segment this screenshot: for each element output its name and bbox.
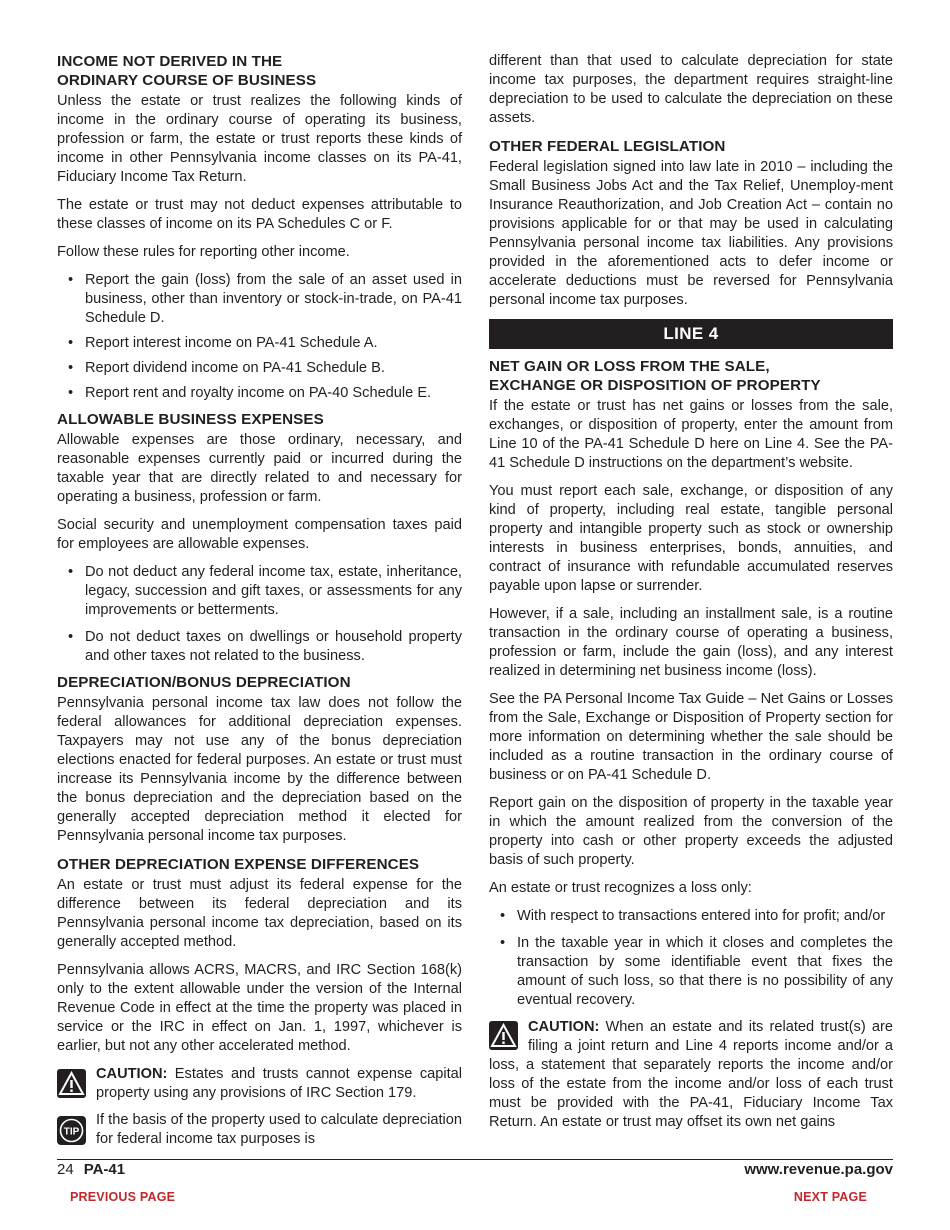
list-item: • Report rent and royalty income on PA-40 Schedule E. <box>68 385 432 401</box>
paragraph-federal-legislation: Federal legislation signed into law late in 2010 – including the Small Business Jobs Act and the Tax Relief, Unemploy-ment Insurance Reauthorization, and Job Creation Act – contain no provisions applicable for or that may be used in calculating Pennsylvania personal income tax liabilities. Any provisions provided in the aforementioned acts to defer income or accelerate deductions must be reversed for Pennsylvania personal income tax purposes. <box>489 159 893 308</box>
paragraph-follow-rules: Follow these rules for reporting other income. <box>57 244 350 260</box>
paragraph-other-depreciation: An estate or trust must adjust its federal expense for the difference between its federal depreciation and its Pennsylvania personal income tax depreciation, based on its generally accepted method. <box>57 877 462 950</box>
previous-page-link[interactable]: PREVIOUS PAGE <box>70 1190 176 1204</box>
paragraph-income: Unless the estate or trust realizes the following kinds of income in the ordinary course of operating its business, profession or farm, the estate or trust reports these kinds of income in other Pennsylvania income classes on its PA-41, Fiduciary Income Tax Return. <box>57 93 462 185</box>
caution-icon <box>57 1069 86 1098</box>
heading-depreciation: DEPRECIATION/BONUS DEPRECIATION <box>57 674 351 691</box>
paragraph-loss: An estate or trust recognizes a loss only: <box>489 880 752 896</box>
right-column <box>489 52 893 1141</box>
heading-allowable-expenses: ALLOWABLE BUSINESS EXPENSES <box>57 411 324 428</box>
paragraph-however: However, if a sale, including an installment sale, is a routine transaction in the ordinary course of operating a business, profession or farm, include the gain (loss), and any interest realized in determining net business income (loss). <box>489 606 893 679</box>
paragraph-continued: different than that used to calculate depreciation for state income tax purposes, the department requires straight-line depreciation to be used to calculate the depreciation on these assets. <box>489 53 893 126</box>
caution-note-left: CAUTION: Estates and trusts cannot expense capital property using any provisions of IRC Section 179. <box>57 1065 462 1103</box>
footer-website: www.revenue.pa.gov <box>744 1161 893 1178</box>
paragraph-social-security: Social security and unemployment compensation taxes paid for employees are allowable expenses. <box>57 517 462 552</box>
footer-page-info <box>57 1161 125 1179</box>
caution-icon <box>489 1021 518 1050</box>
footer-divider <box>57 1159 893 1160</box>
paragraph-report-sales: You must report each sale, exchange, or disposition of any kind of property, including real estate, tangible personal property and intangible property such as stock or ownership interests in business enterprises, bonds, annuities, and contract of insurance with refundable accumulated reserves payable upon lapse or surrender. <box>489 483 893 594</box>
list-item: • Do not deduct any federal income tax, estate, inheritance, legacy, succession and gift taxes, or assessments for any improvements or betterments. <box>68 564 462 618</box>
list-item: • Report the gain (loss) from the sale of an asset used in business, other than inventory or stock-in-trade, on PA-41 Schedule D. <box>68 272 462 326</box>
list-item: • Report interest income on PA-41 Schedule A. <box>68 335 378 351</box>
heading-income-not-derived: INCOME NOT DERIVED IN THE ORDINARY COURSE OF BUSINESS <box>57 53 317 89</box>
paragraph-see-guide: See the PA Personal Income Tax Guide – Net Gains or Losses from the Sale, Exchange or Disposition of Property section for more information on determining whether the sale should be included as a routine transaction in the ordinary course of business or on PA-41 Schedule D. <box>489 691 893 783</box>
heading-net-gain: NET GAIN OR LOSS FROM THE SALE, EXCHANGE OR DISPOSITION OF PROPERTY <box>489 358 821 394</box>
list-item: • Do not deduct taxes on dwellings or household property and other taxes not related to the business. <box>68 629 462 664</box>
paragraph-allowable: Allowable expenses are those ordinary, necessary, and reasonable expenses currently paid or incurred during the taxable year that are directly related to and necessary for operating a business, profession or farm. <box>57 432 462 505</box>
next-page-link[interactable]: NEXT PAGE <box>793 1190 867 1204</box>
paragraph-report-gain: Report gain on the disposition of property in the taxable year in which the amount realized from the conversion of the property into cash or other property exceeds the adjusted basis of such property. <box>489 795 893 868</box>
tip-icon <box>57 1116 86 1145</box>
svg-text:TIP: TIP <box>63 1126 80 1138</box>
list-item: • Report dividend income on PA-41 Schedule B. <box>68 360 385 376</box>
rules-list <box>57 271 462 403</box>
paragraph-acrs: Pennsylvania allows ACRS, MACRS, and IRC Section 168(k) only to the extent allowable under the version of the Internal Revenue Code in effect at the time the property was placed in service or the IRC in effect on Jan. 1, 1997, whichever is earlier, but not any other accelerated method. <box>57 962 462 1054</box>
paragraph-net-gain: If the estate or trust has net gains or losses from the sale, exchanges, or disposition of property, enter the amount from Line 10 of the PA-41 Schedule D here on Line 4. See the PA-41 Schedule D instructions on the department’s website. <box>489 398 893 471</box>
donts-list <box>57 563 462 666</box>
list-item: • With respect to transactions entered into for profit; and/or <box>500 908 886 924</box>
heading-other-depreciation: OTHER DEPRECIATION EXPENSE DIFFERENCES <box>57 856 420 873</box>
line-4-banner: LINE 4 <box>489 319 893 349</box>
left-column <box>57 52 462 1158</box>
page-number: 24 <box>57 1161 74 1178</box>
paragraph-expenses: The estate or trust may not deduct expenses attributable to these classes of income on its PA Schedules C or F. <box>57 197 462 232</box>
form-name: PA-41 <box>83 1161 126 1178</box>
heading-other-federal-legislation: OTHER FEDERAL LEGISLATION <box>489 138 726 155</box>
list-item: • In the taxable year in which it closes and completes the transaction by some identifiable event that fixes the amount of such loss, so that there is no possibility of any eventual recovery. <box>500 935 893 1008</box>
loss-list <box>489 907 893 1010</box>
caution-note-right: CAUTION: When an estate and its related trust(s) are filing a joint return and Line 4 reports income and/or a loss, a statement that separately reports the income and/or loss of the estate from the income and/or loss of each trust must be provided with the PA-41, Fiduciary Income Tax Return. An estate or trust may offset its own net gains <box>489 1019 893 1130</box>
paragraph-depreciation: Pennsylvania personal income tax law does not follow the federal allowances for additional depreciation expenses. Taxpayers may not use any of the bonus depreciation elections enacted for federal purposes. An estate or trust must increase its Pennsylvania income by the difference between the bonus depreciation and the depreciation based on the generally accepted depreciation method it elected for Pennsylvania personal income tax purposes. <box>57 695 462 844</box>
tip-note: TIP If the basis of the property used to calculate depreciation for federal income tax purposes is <box>57 1111 462 1149</box>
